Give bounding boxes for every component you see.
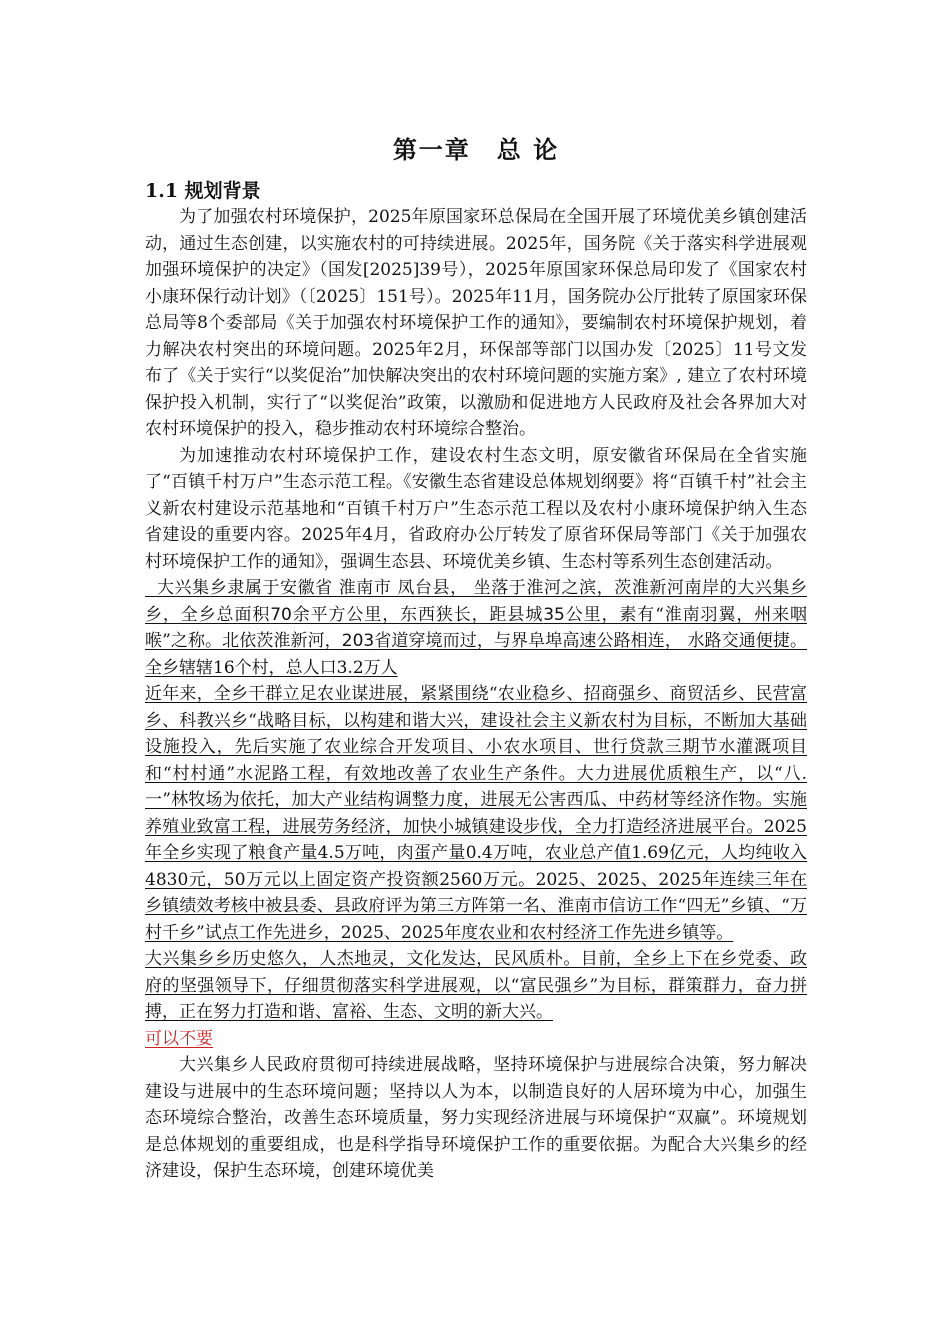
paragraph-town-history: 大兴集乡乡历史悠久，人杰地灵，文化发达，民风质朴。目前，全乡上下在乡党委、政府的坚强领导下，仔细贯彻落实科学进展观，以“富民强乡”为目标，群策群力，奋力拼搏，正在努力打造和谐、富裕、生态、文明的新大兴。 [145,949,807,1022]
document-body [145,132,807,1185]
town-overview-text-e: 公里，素有“淮南羽翼，州来咽喉”之称。北依茨淮新河， [145,604,808,651]
town-overview-text-a: 大兴集乡隶属于安徽省 淮南市 凤台县， 坐落于淮河之滨，茨淮新河南岸的大兴集乡乡，全乡总面积 [145,578,807,625]
section-heading: 1.1 规划背景 [145,180,261,202]
chapter-title: 第一章 总 论 [392,135,560,164]
paragraph-town-overview [145,575,807,681]
town-area-number: 70 [270,604,292,625]
paragraph-anhui-program: 为加速推动农村环境保护工作，建设农村生态文明，原安徽省环保局在全省实施了“百镇千村万户”生态示范工程。《安徽生态省建设总体规划纲要》将“百镇千村”社会主义新农村建设示范基地和“百镇千村万户”生态示范工程以及农村小康环境保护纳入生态省建设的重要内容。2025年4月，省政府办公厅转发了原省环保局等部门《关于加强农村环境保护工作的通知》，强调生态县、环境优美乡镇、生态村等系列生态创建活动。 [145,445,807,572]
provincial-road-number: 203 [341,631,375,651]
town-overview-text-g: 省道穿境而过，与界阜埠高速公路相连， 水路交通便捷。 全乡辖辖16个村，总人口3.2万人 [145,631,807,678]
paragraph-government-strategy: 大兴集乡人民政府贯彻可持续进展战略，坚持环境保护与进展综合决策，努力解决建设与进展中的生态环境问题；坚持以人为本，以制造良好的人居环境为中心，加强生态环境综合整治，改善生态环境质量，努力实现经济进展与环境保护“双赢”。环境规划是总体规划的重要组成，也是科学指导环境保护工作的重要依据。为配合大兴集乡的经济建设，保护生态环境，创建环境优美 [145,1055,807,1181]
paragraph-policy-background: 为了加强农村环境保护，2025年原国家环总保局在全国开展了环境优美乡镇创建活动，通过生态创建，以实施农村的可持续进展。2025年，国务院《关于落实科学进展观加强环境保护的决定》（国发[2025]39号），2025年原国家环保总局印发了《国家农村小康环保行动计划》（〔2025〕151号）。2025年11月，国务院办公厅批转了原国家环保总局等8个委部局《关于加强农村环境保护工作的通知》，要编制农村环境保护规划，着力解决农村突出的环境问题。2025年2月，环保部等部门以国办发〔2025〕11号文发布了《关于实行“以奖促治”加快解决突出的农村环境问题的实施方案》, 建立了农村环境保护投入机制，实行了“以奖促治”政策，以激励和促进地方人民政府及社会各界加大对农村环境保护的投入，稳步推动农村环境综合整治。 [145,207,807,439]
county-distance-number: 35 [543,604,565,625]
editor-note-text: 可以不要 [145,1028,213,1049]
town-overview-text-c: 余平方公里，东西狭长，距县城 [291,604,544,625]
paragraph-recent-development: 近年来，全乡干群立足农业谋进展，紧紧围绕“农业稳乡、招商强乡、商贸活乡、民营富乡、科教兴乡“战略目标，以构建和谐大兴，建设社会主义新农村为目标，不断加大基础设施投入，先后实施了农业综合开发项目、小农水项目、世行贷款三期节水灌溉项目和“村村通”水泥路工程，有效地改善了农业生产条件。大力进展优质粮生产，以“八.一”林牧场为依托，加大产业结构调整力度，进展无公害西瓜、中药材等经济作物。实施养殖业致富工程，进展劳务经济，加快小城镇建设步伐，全力打造经济进展平台。2025年全乡实现了粮食产量4.5万吨，肉蛋产量0.4万吨，农业总产值1.69亿元，人均纯收入4830元，50万元以上固定资产投资额2560万元。2025、2025、2025年连续三年在乡镇绩效考核中被县委、县政府评为第三方阵第一名、淮南市信访工作“四无”乡镇、“万村千乡”试点工作先进乡，2025、2025年度农业和农村经济工作先进乡镇等。 [145,684,807,943]
editor-note [145,1026,807,1053]
